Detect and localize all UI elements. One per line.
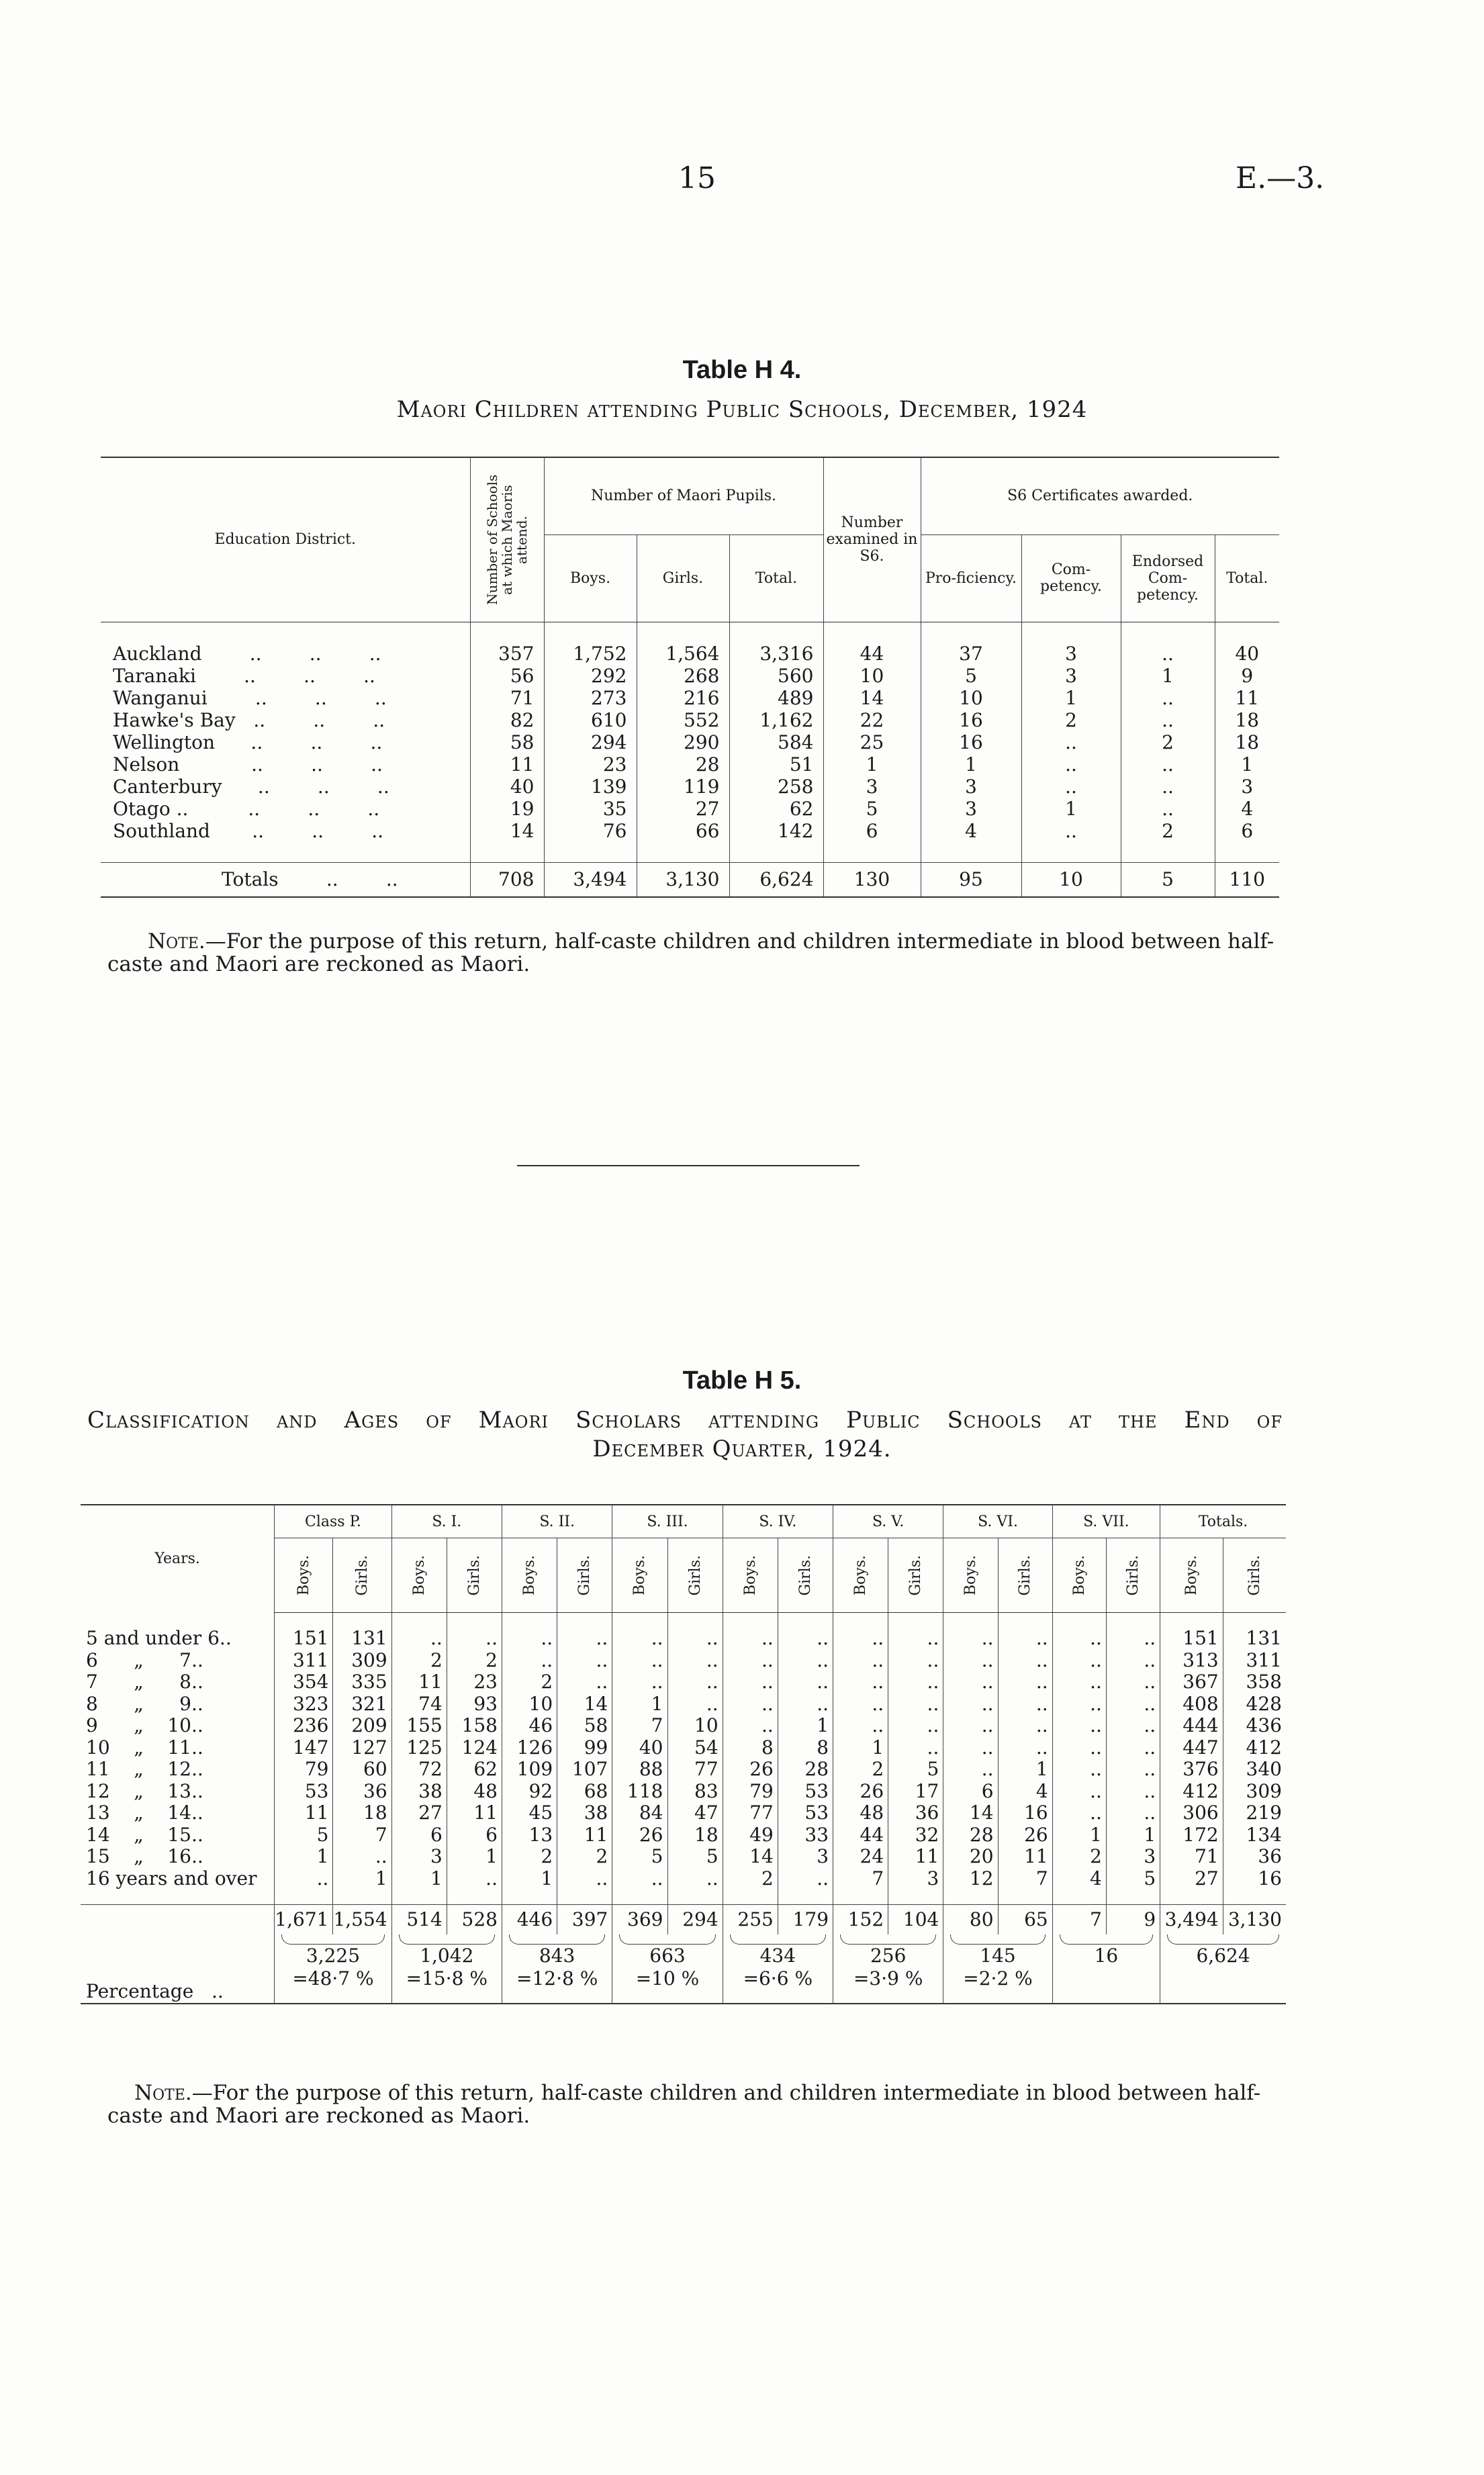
header-group: S. VI. [943,1505,1052,1538]
table-row: 12 „ 13.. 53 36 38 48 92 68 118 83 79 53 26 17 6 4 .. .. 412 309 [81,1781,1286,1803]
combined-total: 663 [649,1945,686,1967]
divider [517,1165,860,1166]
table-row: 9 „ 10.. 236 209 155 158 46 58 7 10 .. 1 .. .. .. .. .. .. 444 436 [81,1715,1286,1737]
header-boys: Boys. [612,1538,667,1613]
totals-row: 1,671 1,554 514 528 446 397 369 294 255 179 152 104 80 65 7 9 3,494 3,130 [81,1905,1286,1935]
header-s6-certificates: S6 Certificates awarded. [921,457,1279,534]
table-row: 14 „ 15.. 5 7 6 6 13 11 26 18 49 33 44 32 28 26 1 1 172 134 [81,1824,1286,1847]
table-row: Auckland .. .. .. 357 1,752 1,564 3,316 44 37 3 .. 40 [101,643,1279,665]
header-group: S. V. [833,1505,943,1538]
table-row: Southland .. .. .. 14 76 66 142 6 4 .. 2 6 [101,820,1279,842]
header-group: S. III. [612,1505,723,1538]
table-row: Hawke's Bay .. .. .. 82 610 552 1,162 22 16 2 .. 18 [101,709,1279,731]
header-total: Total. [729,534,823,622]
combined-total: 256 [870,1945,907,1967]
header-cert-total: Total. [1215,534,1279,622]
header-group: S. IV. [723,1505,833,1538]
header-boys: Boys. [943,1538,998,1613]
table-row: Otago .. .. .. .. 19 35 27 62 5 3 1 .. 4 [101,798,1279,820]
table-h5-label: Table H 5. [682,1366,802,1395]
header-group: S. II. [502,1505,612,1538]
table-row: 5 and under 6.. 151 131 .. .. .. .. .. .. .. .. .. .. .. .. .. .. 151 131 [81,1628,1286,1650]
header-girls: Girls. [557,1538,612,1613]
page-number: 15 [678,161,716,195]
header-girls: Girls. [333,1538,391,1613]
header-girls: Girls. [888,1538,943,1613]
table-row: 15 „ 16.. 1 .. 3 1 2 2 5 5 14 3 24 11 20 11 2 3 71 36 [81,1846,1286,1868]
header-proficiency: Pro-ficiency. [921,534,1021,622]
table-h4 [101,457,1279,898]
table-row: 6 „ 7.. 311 309 2 2 .. .. .. .. .. .. .. .. .. .. .. .. 313 311 [81,1650,1286,1672]
table-h4-title: Maori Children attending Public Schools, December, 1924 [396,396,1088,423]
header-boys: Boys. [544,534,637,622]
header-years: Years. [154,1550,200,1568]
table-row: 16 years and over .. 1 1 .. 1 .. .. .. 2 .. 7 3 12 7 4 5 27 16 [81,1868,1286,1890]
header-endorsed-competency: Endorsed Com-petency. [1121,534,1215,622]
header-education-district: Education District. [101,457,470,622]
header-boys: Boys. [502,1538,557,1613]
header-girls: Girls. [1223,1538,1286,1613]
combined-total: 145 [980,1945,1016,1967]
combined-total: 434 [759,1945,796,1967]
header-boys: Boys. [723,1538,778,1613]
header-boys: Boys. [1160,1538,1223,1613]
header-group: S. I. [391,1505,502,1538]
table-row: 8 „ 9.. 323 321 74 93 10 14 1 .. .. .. .. .. .. .. .. .. 408 428 [81,1693,1286,1716]
table-row: Taranaki .. .. .. 56 292 268 560 10 5 3 1 9 [101,665,1279,687]
header-group: S. VII. [1052,1505,1160,1538]
header-girls: Girls. [447,1538,502,1613]
document-reference: E.—3. [1236,161,1325,195]
table-row: Canterbury .. .. .. 40 139 119 258 3 3 .. .. 3 [101,776,1279,798]
combined-total: 843 [539,1945,575,1967]
table-row: 7 „ 8.. 354 335 11 23 2 .. .. .. .. .. .. .. .. .. .. .. 367 358 [81,1671,1286,1693]
header-number-of-maori-pupils: Number of Maori Pupils. [544,457,823,534]
table-h5-note: Note.—For the purpose of this return, half-caste children and children intermediate in blood between half-caste and Maori are reckoned as Maori. [107,2081,1261,2128]
table-row: 13 „ 14.. 11 18 27 11 45 38 84 47 77 53 48 36 14 16 .. .. 306 219 [81,1802,1286,1824]
header-group: Totals. [1160,1505,1286,1538]
totals-row: Totals .. .. 708 3,494 3,130 6,624 130 95 10 5 110 [101,862,1279,897]
header-girls: Girls. [998,1538,1052,1613]
table-h4-label: Table H 4. [682,356,802,384]
combined-total: 1,042 [420,1945,474,1967]
percentage-value: =10 % [635,1967,700,1990]
table-row: 11 „ 12.. 79 60 72 62 109 107 88 77 26 28 2 5 .. 1 .. .. 376 340 [81,1759,1286,1781]
header-number-of-schools: Number of Schools at which Maoris attend. [470,457,544,622]
table-h4-note: Note.—For the purpose of this return, half-caste children and children intermediate in blood between half-caste and Maori are reckoned as Maori. [107,929,1274,976]
table-row: Nelson .. .. .. 11 23 28 51 1 1 .. .. 1 [101,753,1279,776]
header-boys: Boys. [833,1538,888,1613]
table-h5-title-line2: December Quarter, 1924. [592,1436,892,1462]
table-row: Wanganui .. .. .. 71 273 216 489 14 10 1 .. 11 [101,687,1279,709]
header-group: Class P. [275,1505,391,1538]
combined-total: 6,624 [1196,1945,1250,1967]
table-h5-title-line1: Classification and Ages of Maori Scholars attending Public Schools at the End of [87,1407,1283,1434]
table-h5 [81,1504,1286,2004]
percentage-value: =6·6 % [743,1967,813,1990]
combined-total: 3,225 [306,1945,361,1967]
table-row: 10 „ 11.. 147 127 125 124 126 99 40 54 8 8 1 .. .. .. .. .. 447 412 [81,1737,1286,1759]
header-girls: Girls. [637,534,729,622]
combined-total: 16 [1094,1945,1119,1967]
percentage-value: =2·2 % [963,1967,1033,1990]
percentage-value: =48·7 % [292,1967,374,1990]
percentage-value: =12·8 % [516,1967,598,1990]
header-number-examined: Number examined in S6. [823,457,921,622]
header-girls: Girls. [778,1538,833,1613]
table-row: Wellington .. .. .. 58 294 290 584 25 16 .. 2 18 [101,731,1279,753]
percentage-row: Percentage .. 3,225 =48·7 % 1,042 =15·8 % 843 =12·8 % 663 =10 % 434 =6·6 % 256 =3·9 % 145 =2·2 % 16 6,624 [81,1934,1286,2004]
header-girls: Girls. [667,1538,723,1613]
header-competency: Com-petency. [1021,534,1121,622]
header-girls: Girls. [1106,1538,1160,1613]
percentage-value: =3·9 % [853,1967,923,1990]
header-boys: Boys. [1052,1538,1106,1613]
percentage-value: =15·8 % [406,1967,488,1990]
header-boys: Boys. [275,1538,333,1613]
header-boys: Boys. [391,1538,447,1613]
